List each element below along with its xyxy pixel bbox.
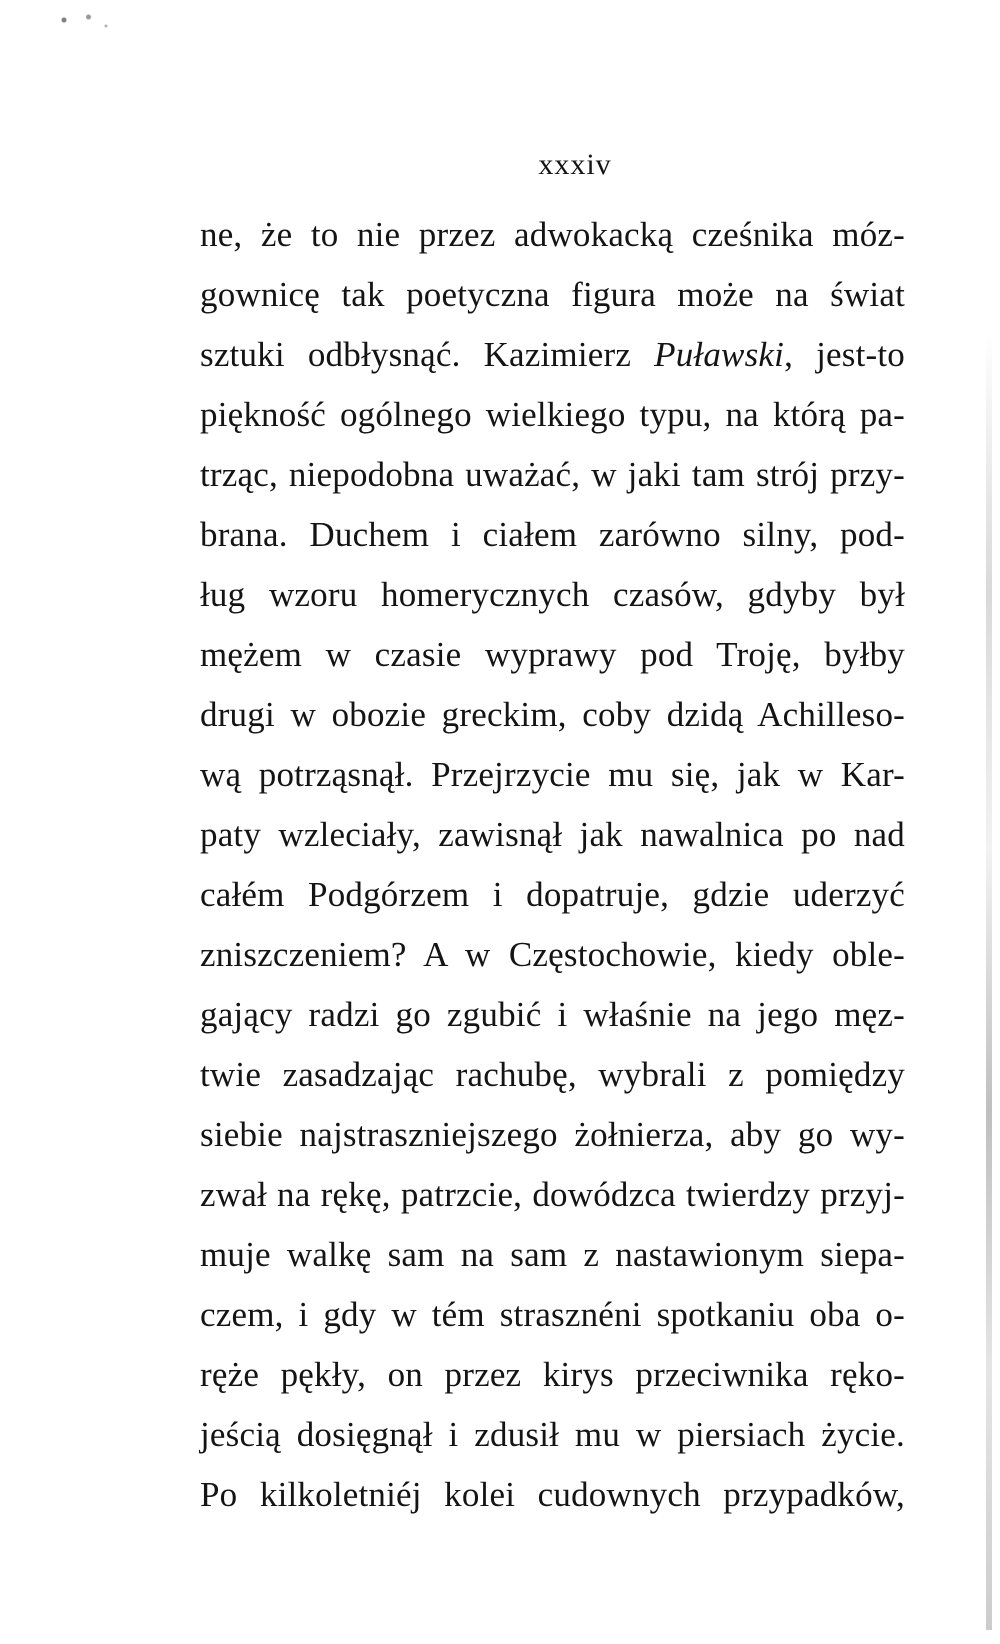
body-text bbox=[200, 205, 905, 1525]
text-line: paty wzleciały, zawisnął jak nawalnica po nad bbox=[200, 815, 905, 854]
text-line: gający radzi go zgubić i właśnie na jego męz- bbox=[200, 995, 905, 1034]
text-line: ług wzoru homerycznych czasów, gdyby był bbox=[200, 575, 905, 614]
text-line: Po kilkoletniéj kolei cudownych przypadków, bbox=[200, 1475, 905, 1514]
text-line: brana. Duchem i ciałem zarówno silny, pod- bbox=[200, 515, 905, 554]
text-line: piękność ogólnego wielkiego typu, na którą pa- bbox=[200, 395, 905, 434]
text-line: czem, i gdy w tém strasznéni spotkaniu oba o- bbox=[200, 1295, 905, 1334]
scan-speck bbox=[50, 8, 120, 38]
text-line: gownicę tak poetyczna figura może na świat bbox=[200, 275, 905, 314]
text-line: ne, że to nie przez adwokacką cześnika móz- bbox=[200, 215, 905, 254]
text-line: zwał na rękę, patrzcie, dowódzca twierdzy przyj- bbox=[200, 1175, 905, 1214]
text-line: ręże pękły, on przez kirys przeciwnika ręko- bbox=[200, 1355, 905, 1394]
text-line: jeścią dosięgnął i zdusił mu w piersiach życie. bbox=[200, 1415, 905, 1454]
emphasized-name: Puławski bbox=[654, 335, 785, 374]
text-line: trząc, niepodobna uważać, w jaki tam strój przy- bbox=[200, 455, 905, 494]
text-line: zniszczeniem? A w Częstochowie, kiedy oble- bbox=[200, 935, 905, 974]
text-line: muje walkę sam na sam z nastawionym siepa- bbox=[200, 1235, 905, 1274]
text-line: mężem w czasie wyprawy pod Troję, byłby bbox=[200, 635, 905, 674]
text-line: twie zasadzając rachubę, wybrali z pomiędzy bbox=[200, 1055, 905, 1094]
text-line: siebie najstraszniejszego żołnierza, aby go wy- bbox=[200, 1115, 905, 1154]
text-line: całém Podgórzem i dopatruje, gdzie uderzyć bbox=[200, 875, 905, 914]
text-line: drugi w obozie greckim, coby dzidą Achilleso- bbox=[200, 695, 905, 734]
text-line: sztuki odbłysnąć. Kazimierz Puławski, jest-to bbox=[200, 335, 905, 374]
text-line: wą potrząsnął. Przejrzycie mu się, jak w Kar- bbox=[200, 755, 905, 794]
page-number: xxxiv bbox=[538, 148, 612, 181]
scan-edge-shadow bbox=[986, 330, 992, 1630]
